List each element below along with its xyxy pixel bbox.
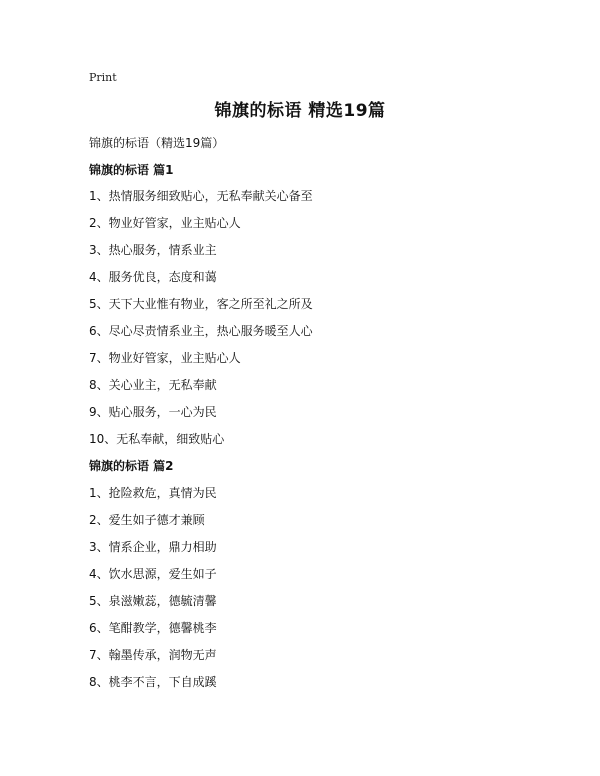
section-heading-1: 锦旗的标语 篇1 [89, 163, 174, 177]
list-item: 6、笔酣教学，德馨桃李 [89, 621, 217, 635]
print-label[interactable]: Print [89, 71, 117, 84]
list-item: 1、抢险救危，真情为民 [89, 486, 217, 500]
list-item: 6、尽心尽责情系业主，热心服务暖至人心 [89, 324, 313, 338]
list-item: 2、物业好管家，业主贴心人 [89, 216, 241, 230]
list-item: 7、翰墨传承，润物无声 [89, 648, 217, 662]
list-item: 7、物业好管家，业主贴心人 [89, 351, 241, 365]
list-item: 2、爱生如子德才兼顾 [89, 513, 205, 527]
list-item: 1、热情服务细致贴心，无私奉献关心备至 [89, 189, 313, 203]
section-heading-2: 锦旗的标语 篇2 [89, 459, 174, 473]
list-item: 9、贴心服务，一心为民 [89, 405, 217, 419]
list-item: 4、饮水思源，爱生如子 [89, 567, 217, 581]
document-title: 锦旗的标语 精选19篇 [214, 101, 386, 121]
list-item: 8、桃李不言，下自成蹊 [89, 675, 217, 689]
list-item: 3、情系企业，鼎力相助 [89, 540, 217, 554]
list-item: 5、天下大业惟有物业，客之所至礼之所及 [89, 297, 313, 311]
list-item: 5、泉滋嫩蕊，德毓清馨 [89, 594, 217, 608]
list-item: 10、无私奉献，细致贴心 [89, 432, 225, 446]
list-item: 4、服务优良，态度和蔼 [89, 270, 217, 284]
list-item: 3、热心服务，情系业主 [89, 243, 217, 257]
document-subtitle: 锦旗的标语（精选19篇） [89, 136, 225, 150]
list-item: 8、关心业主，无私奉献 [89, 378, 217, 392]
